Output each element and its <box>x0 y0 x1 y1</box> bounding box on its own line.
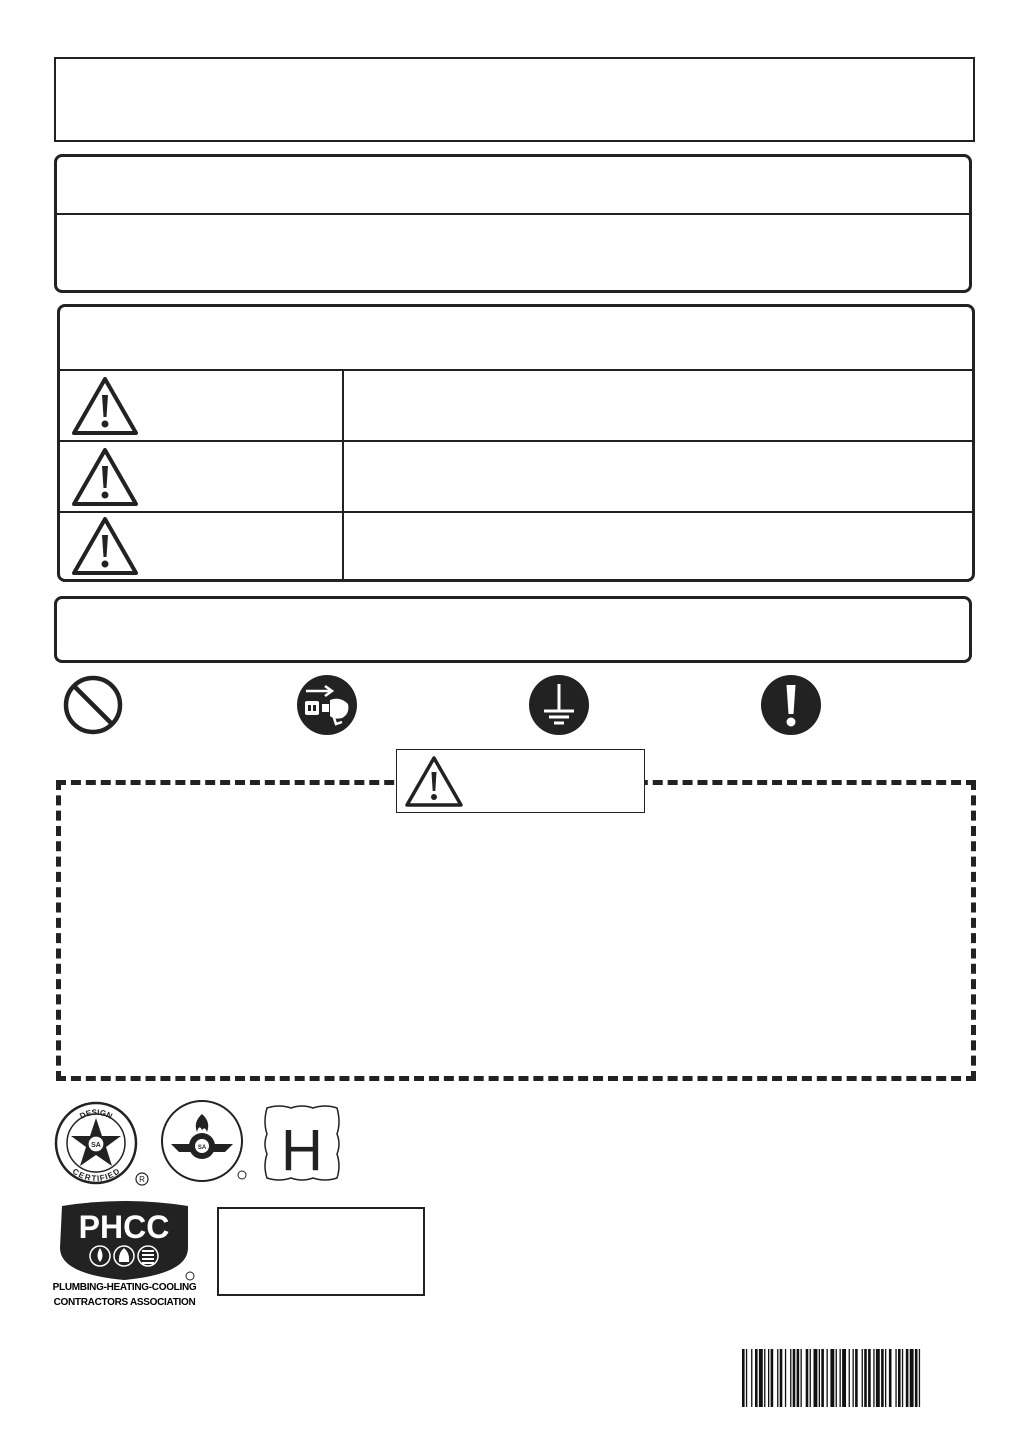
unplug-icon <box>296 674 358 736</box>
h-mark-logo <box>259 1102 345 1184</box>
barcode-bar <box>793 1349 796 1407</box>
csa-design-bottom-text: CERTIFIED <box>70 1166 122 1184</box>
barcode-bar <box>790 1349 791 1407</box>
barcode-bar <box>868 1349 871 1407</box>
barcode-bar <box>830 1349 834 1407</box>
barcode-bar <box>771 1349 774 1407</box>
barcode-bar <box>885 1349 886 1407</box>
barcode-bar <box>777 1349 778 1407</box>
barcode <box>742 1349 978 1407</box>
barcode-bar <box>919 1349 920 1407</box>
symbol-item <box>296 674 496 738</box>
barcode-bar <box>889 1349 892 1407</box>
barcode-bar <box>862 1349 863 1407</box>
barcode-bar <box>915 1349 918 1407</box>
barcode-bar <box>764 1349 765 1407</box>
phcc-line-2: CONTRACTORS ASSOCIATION <box>53 1297 196 1308</box>
csa-design-center-text: SA <box>91 1142 101 1149</box>
barcode-bar <box>895 1349 896 1407</box>
csa-gas-flame-logo <box>161 1100 253 1182</box>
barcode-bar <box>876 1349 880 1407</box>
barcode-bar <box>797 1349 800 1407</box>
signal-row <box>60 442 974 511</box>
h-mark-letter: H <box>281 1118 323 1183</box>
symbol-item <box>760 674 960 738</box>
ground-icon <box>528 674 590 736</box>
barcode-bar <box>819 1349 820 1407</box>
barcode-bar <box>881 1349 884 1407</box>
signal-row <box>60 371 974 440</box>
barcode-bar <box>849 1349 850 1407</box>
barcode-bar <box>751 1349 752 1407</box>
signal-row <box>60 513 974 579</box>
warning-section <box>56 780 976 1081</box>
barcode-bar <box>842 1349 846 1407</box>
barcode-bar <box>814 1349 818 1407</box>
mandatory-action-icon <box>760 674 822 736</box>
svg-text:CERTIFIED <box>71 1167 122 1183</box>
barcode-bar <box>853 1349 854 1407</box>
barcode-bar <box>864 1349 867 1407</box>
csa-gas-center-text: SA <box>197 1145 207 1151</box>
barcode-bar <box>810 1349 811 1407</box>
warning-triangle-icon <box>70 375 140 437</box>
signal-words-box <box>57 304 975 582</box>
important-box <box>54 154 972 293</box>
barcode-bar <box>806 1349 809 1407</box>
symbol-item <box>528 674 728 738</box>
barcode-bar <box>801 1349 802 1407</box>
symbols-box <box>54 596 972 663</box>
prohibition-icon <box>62 674 124 736</box>
barcode-bar <box>821 1349 824 1407</box>
barcode-bar <box>746 1349 747 1407</box>
svg-text:R: R <box>139 1175 145 1184</box>
barcode-bar <box>755 1349 758 1407</box>
barcode-bar <box>836 1349 837 1407</box>
barcode-bar <box>742 1349 745 1407</box>
csa-design-certified-logo <box>54 1100 152 1188</box>
barcode-bar <box>855 1349 858 1407</box>
barcode-bar <box>785 1349 786 1407</box>
phcc-name: PHCC <box>78 1209 170 1245</box>
symbol-item <box>62 674 262 738</box>
barcode-bar <box>768 1349 769 1407</box>
warning-triangle-icon <box>70 446 140 508</box>
important-divider <box>57 213 969 215</box>
barcode-bar <box>910 1349 914 1407</box>
warning-header <box>396 749 645 813</box>
barcode-bar <box>873 1349 874 1407</box>
barcode-bar <box>902 1349 903 1407</box>
barcode-bar <box>780 1349 783 1407</box>
barcode-bar <box>759 1349 763 1407</box>
barcode-bar <box>840 1349 841 1407</box>
csa-design-top-text: DESIGN <box>78 1107 114 1121</box>
title-box <box>54 57 975 142</box>
phcc-logo <box>52 1198 197 1312</box>
barcode-bar <box>898 1349 901 1407</box>
warning-triangle-icon <box>70 515 140 577</box>
info-box <box>217 1207 425 1296</box>
barcode-bar <box>906 1349 909 1407</box>
warning-triangle-icon <box>403 754 465 809</box>
barcode-bar <box>827 1349 828 1407</box>
phcc-line-1: PLUMBING-HEATING-COOLING <box>52 1282 197 1293</box>
